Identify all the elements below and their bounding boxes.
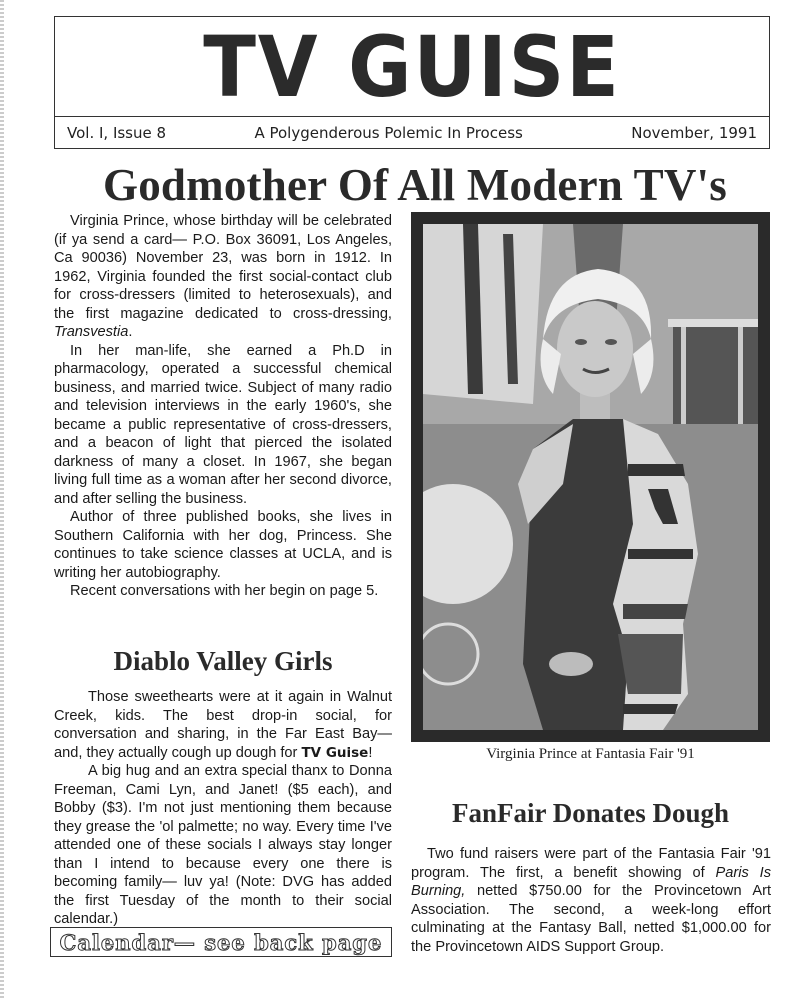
tagline: A Polygenderous Polemic In Process <box>254 124 523 142</box>
lead-article-body <box>54 212 392 601</box>
scan-edge <box>0 0 4 1000</box>
lead-paragraph-4: Recent conversations with her begin on page 5. <box>70 583 379 599</box>
photo-frame <box>411 212 770 742</box>
dvg-paragraph-1: Those sweethearts were at it again in Walnut Creek, kids. The best drop-in social, for conversation and sharing, in the Far East Bay— and, they actually cough up dough for TV Guise! <box>54 689 392 761</box>
lead-paragraph-2: In her man-life, she earned a Ph.D in pharmacology, operated a successful chemical business, and married twice. Subject of many radio and television interviews in the early 1960's, she became a public representative of cross-dressers, and a beacon of light that pierced the isolated darkness of many a closet. In 1967, she began living full time as a woman after her second divorce, and after selling the business. <box>54 342 392 507</box>
volume-issue: Vol. I, Issue 8 <box>67 124 167 142</box>
lead-headline: Godmother Of All Modern TV's <box>103 160 727 210</box>
lead-paragraph-3: Author of three published books, she lives in Southern California with her dog, Princess. She continues to take science classes at UCLA, and is writing her autobiography. <box>54 509 392 581</box>
magazine-title: Transvestia <box>54 324 129 340</box>
portrait-photo <box>423 224 758 730</box>
dvg-headline: Diablo Valley Girls <box>113 646 333 676</box>
masthead-info-bar <box>55 116 769 149</box>
calendar-notice-box: Calendar— see back page <box>50 927 392 957</box>
masthead-title: TV GUISE <box>203 17 621 116</box>
film-title: Paris Is Burning, <box>411 864 772 899</box>
photo-caption: Virginia Prince at Fantasia Fair '91 <box>486 746 695 762</box>
dvg-paragraph-2: A big hug and an extra special thanx to Donna Freeman, Cami Lyn, and Janet! ($5 each), and Bobby ($3). I'm not just mentioning them because they grease the 'ol palmette; no way. Every time I've attended one of these socials I always stay longer than I intend to because every one there is becoming family— luv ya! (Note: DVG has added the first Tuesday of the month to their social calendar.) <box>54 763 392 927</box>
tv-guise-mention: TV Guise <box>301 744 369 761</box>
portrait-illustration <box>423 224 758 730</box>
lead-paragraph-1: Virginia Prince, whose birthday will be celebrated (if ya send a card— P.O. Box 36091, Los Angeles, Ca 90036) November 23, was born in 1912. In 1962, Virginia founded the first social-contact club for cross-dressers (limited to heterosexuals), and the first magazine dedicated to cross-dressing, Transvestia. <box>54 213 392 340</box>
dvg-article-body <box>54 688 392 929</box>
fanfair-article-body <box>411 845 771 956</box>
masthead <box>54 16 770 149</box>
fanfair-paragraph: Two fund raisers were part of the Fantasia Fair '91 program. The first, a benefit showing of Paris Is Burning, netted $750.00 for the Provincetown Art Association. The second, a week-long effort culminating at the Fantasy Ball, netted $1,000.00 for the Provincetown AIDS Support Group. <box>411 846 772 955</box>
issue-date: November, 1991 <box>631 124 757 142</box>
fanfair-headline: FanFair Donates Dough <box>451 798 730 828</box>
